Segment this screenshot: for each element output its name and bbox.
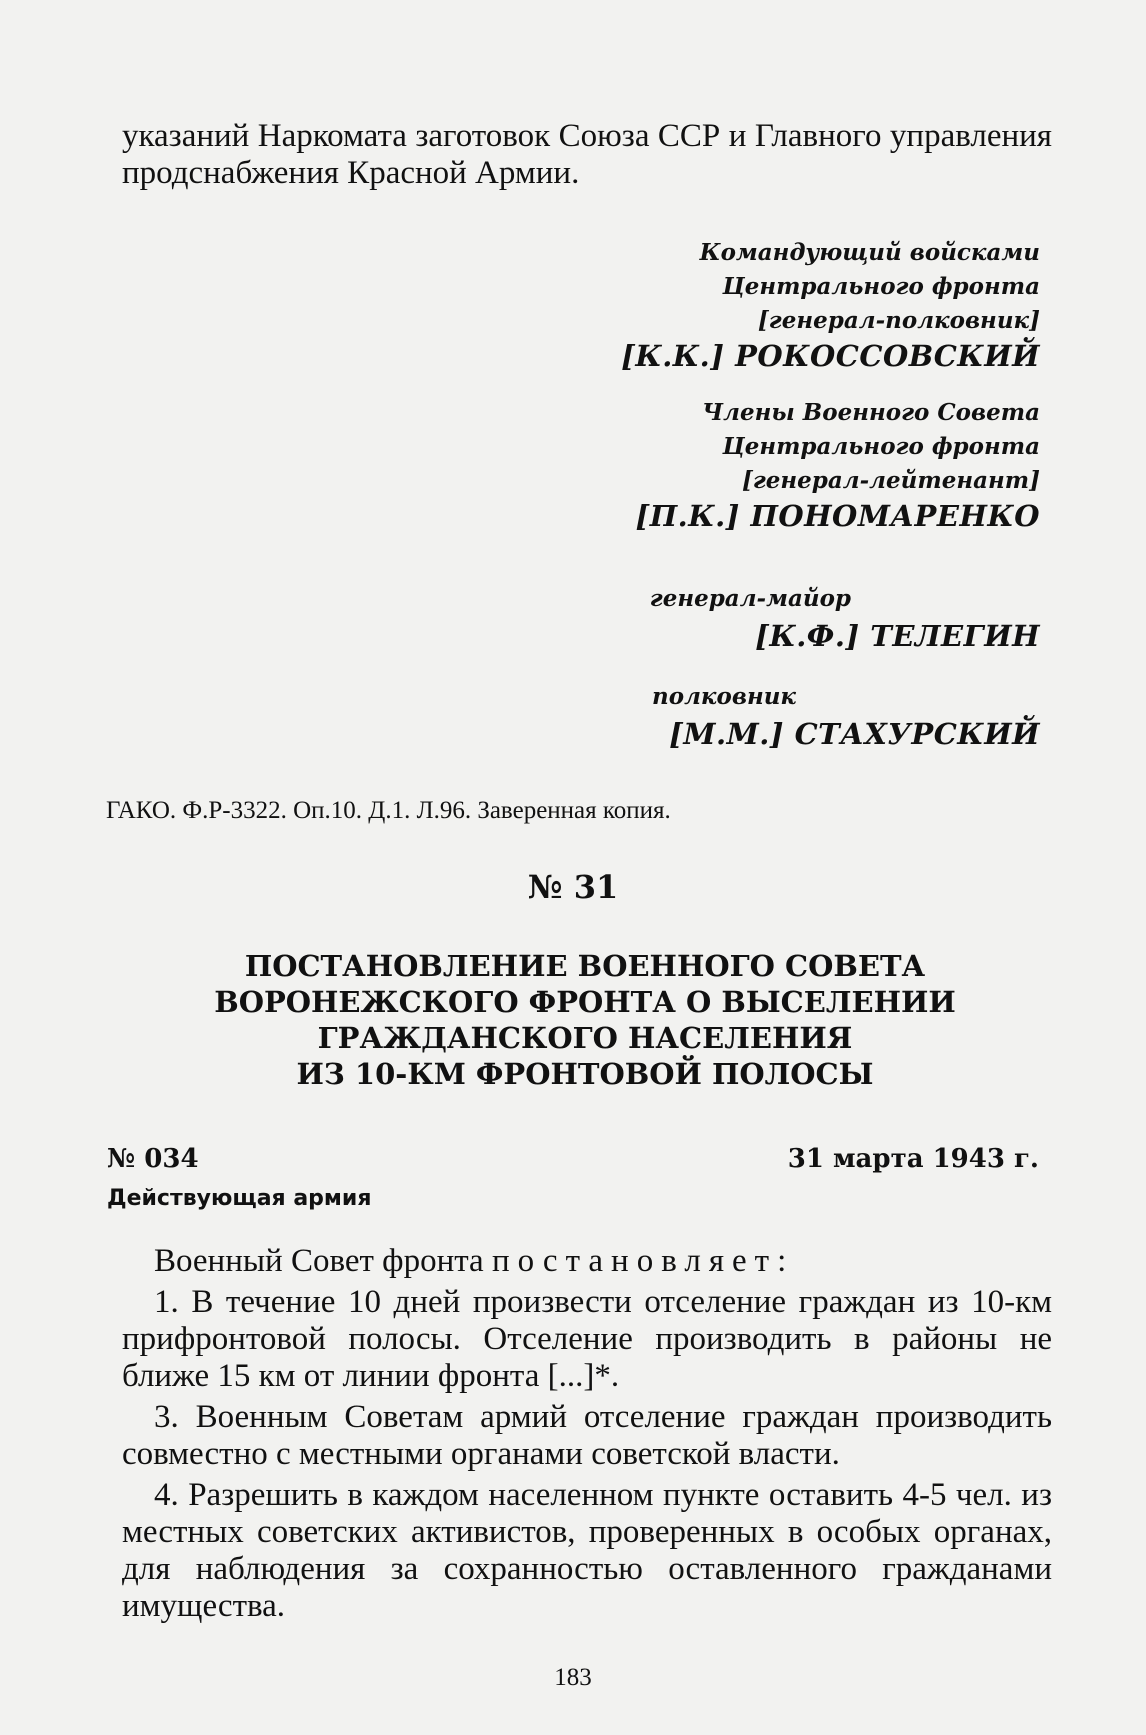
title-line-4: ИЗ 10-КМ ФРОНТОВОЙ ПОЛОСЫ xyxy=(296,1057,874,1091)
name-telegin xyxy=(755,618,1040,654)
council-rank-3: полковник xyxy=(652,683,796,710)
rank-colonel xyxy=(652,680,796,714)
commander-rank: [генерал-полковник] xyxy=(757,307,1040,334)
order-meta xyxy=(107,1144,1039,1174)
council-rank-2: генерал-майор xyxy=(649,585,851,612)
order-date: 31 марта 1943 г. xyxy=(787,1144,1039,1174)
rank-genmajor xyxy=(650,582,851,616)
commander-role-2: Центрального фронта xyxy=(722,273,1040,300)
council-role-1: Члены Военного Совета xyxy=(702,399,1040,426)
title-line-1: ПОСТАНОВЛЕНИЕ ВОЕННОГО СОВЕТА xyxy=(244,949,926,983)
commander-name: [К.К.] РОКОССОВСКИЙ xyxy=(621,339,1040,373)
page-number: 183 xyxy=(554,1664,592,1691)
name-stakhursky xyxy=(669,716,1040,752)
preamble-colon: : xyxy=(777,1243,787,1279)
document-title xyxy=(120,948,1050,1092)
signature-block xyxy=(621,236,1040,534)
council-name-1: [П.К.] ПОНОМАРЕНКО xyxy=(635,499,1040,533)
commander-role-1: Командующий войсками xyxy=(699,239,1040,266)
order-location: Действующая армия xyxy=(107,1186,372,1211)
preamble-text: Военный Совет фронта xyxy=(154,1243,492,1279)
paragraph-4: 4. Разрешить в каждом населенном пункте оставить 4-5 чел. из местных советских активистов, проверенных в особых органах, для наблюдения за сохранностью оставленного гражданами имущества. xyxy=(122,1477,1052,1624)
intro-text: указаний Наркомата заготовок Союза ССР и Главного управления продснабжения Красной Армии. xyxy=(122,118,1052,191)
order-number: № 034 xyxy=(107,1144,199,1174)
council-role-2: Центрального фронта xyxy=(722,433,1040,460)
document-number: № 31 xyxy=(527,868,619,906)
intro-paragraph xyxy=(122,118,1052,192)
council-name-3: [М.М.] СТАХУРСКИЙ xyxy=(669,717,1040,751)
paragraph-1: 1. В течение 10 дней произвести отселение граждан из 10-км прифронтовой полосы. Отселение производить в районы не ближе 15 км от линии фронта [...]*. xyxy=(122,1284,1052,1394)
preamble-verb: постановляет xyxy=(491,1243,778,1279)
preamble xyxy=(122,1243,1052,1280)
title-line-2: ВОРОНЕЖСКОГО ФРОНТА О ВЫСЕЛЕНИИ xyxy=(214,985,956,1019)
paragraph-3: 3. Военным Советам армий отселение граждан производить совместно с местными органами советской власти. xyxy=(122,1399,1052,1472)
title-line-3: ГРАЖДАНСКОГО НАСЕЛЕНИЯ xyxy=(317,1021,853,1055)
archive-reference: ГАКО. Ф.Р-3322. Оп.10. Д.1. Л.96. Заверенная копия. xyxy=(106,797,671,824)
council-name-2: [К.Ф.] ТЕЛЕГИН xyxy=(755,619,1040,653)
body-text xyxy=(122,1243,1052,1625)
council-rank-1: [генерал-лейтенант] xyxy=(741,467,1040,494)
